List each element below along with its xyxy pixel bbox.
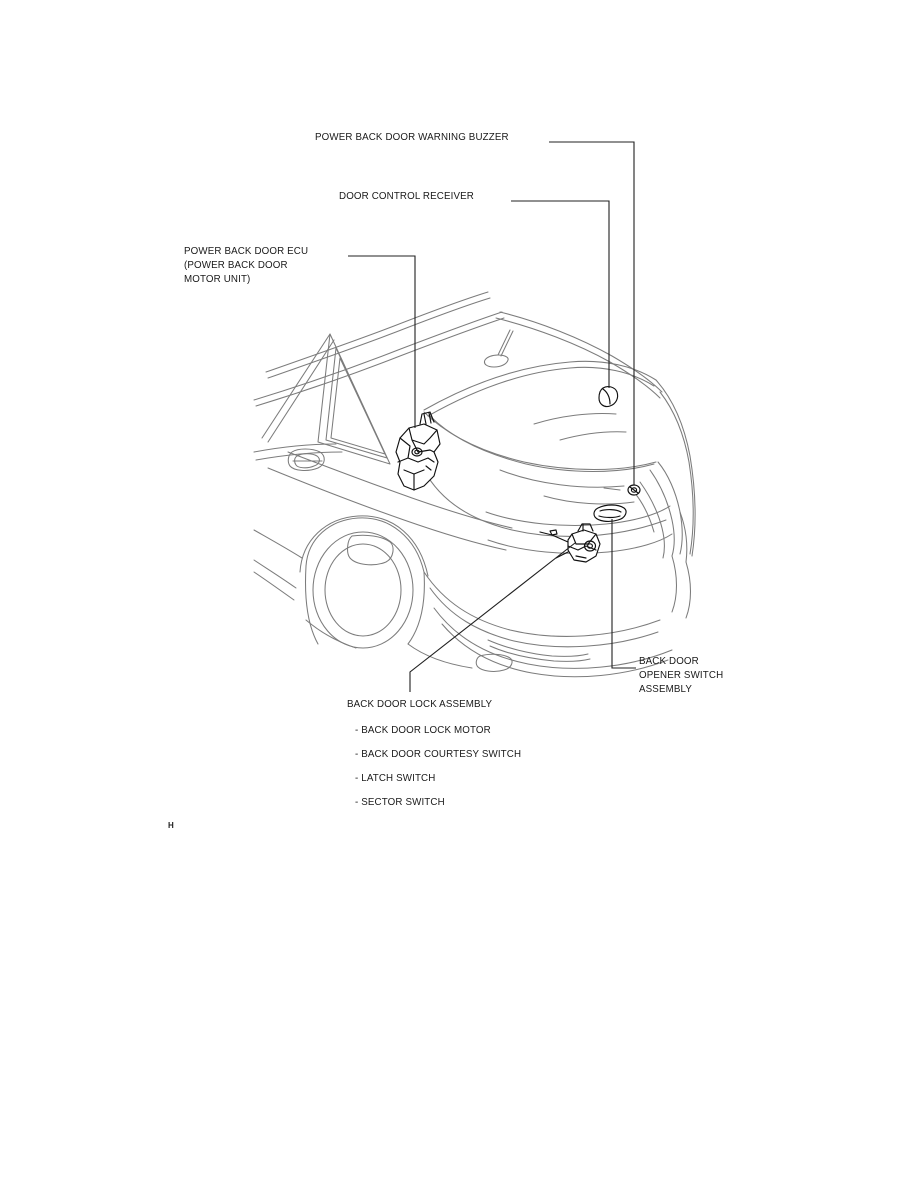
sublist-item-latch-switch: - LATCH SWITCH [355, 772, 436, 784]
callout-back-door-lock-assembly: BACK DOOR LOCK ASSEMBLY [347, 698, 493, 710]
callout-back-door-opener-switch-line-3: ASSEMBLY [639, 683, 693, 695]
sublist-item-back-door-lock-motor: - BACK DOOR LOCK MOTOR [355, 724, 491, 736]
callout-back-door-opener-switch-line-2: OPENER SWITCH [639, 669, 724, 681]
roof-antenna-base [484, 355, 508, 367]
body-shoulder-crease [268, 468, 506, 550]
callout-power-back-door-warning-buzzer: POWER BACK DOOR WARNING BUZZER [315, 131, 509, 143]
exhaust-tip [476, 654, 512, 671]
back-door-opener-switch-part [594, 505, 626, 521]
backdoor-right-edge-2 [660, 392, 693, 554]
rocker-line-2 [254, 560, 296, 588]
leader-back-door-lock-assembly [410, 543, 575, 692]
rear-glass-top-2 [428, 367, 654, 416]
page-mark: H [168, 821, 174, 830]
tail-lamp-inner [634, 492, 654, 532]
wheel-arch-lower-l [306, 566, 319, 644]
spoiler-top-2 [496, 318, 660, 398]
vehicle-illustration [254, 292, 695, 677]
roof-edge-4 [268, 298, 490, 378]
leader-lines [348, 142, 636, 692]
shade-stroke-2 [560, 432, 626, 440]
callout-door-control-receiver: DOOR CONTROL RECEIVER [339, 190, 474, 202]
bumper-edge-1 [424, 572, 660, 636]
backdoor-seam-1 [500, 470, 624, 487]
power-back-door-warning-buzzer-part [628, 485, 640, 495]
wheel-arch-outer [306, 518, 424, 572]
bumper-left-corner [408, 644, 472, 668]
callout-power-back-door-ecu-line-2: (POWER BACK DOOR [184, 259, 288, 271]
roof-edge-3 [266, 292, 488, 372]
roof-edge-1 [254, 312, 502, 400]
leader-door-control-receiver [511, 201, 609, 388]
emblem-hint [604, 488, 620, 490]
callout-power-back-door-ecu-line-1: POWER BACK DOOR ECU [184, 245, 309, 257]
leader-back-door-opener-switch [612, 519, 636, 668]
rear-glass-bottom-2 [430, 416, 654, 472]
power-back-door-motor-unit [396, 412, 440, 490]
rear-wheel-rim [325, 544, 401, 636]
rear-corner-right [672, 556, 677, 612]
door-control-receiver-part [599, 387, 618, 407]
license-recess-top [486, 506, 670, 526]
rear-glass-bottom [424, 412, 656, 470]
reflector-strip-2 [490, 646, 590, 661]
tail-lamp-right-3 [640, 482, 664, 558]
callout-power-back-door-ecu-line-3: MOTOR UNIT) [184, 273, 251, 285]
rear-corner-right-2 [686, 562, 691, 618]
sublist-item-sector-switch: - SECTOR SWITCH [355, 796, 445, 808]
back-door-lock-assembly-part [540, 524, 600, 562]
callout-back-door-opener-switch-line-1: BACK DOOR [639, 655, 699, 667]
leader-power-back-door-ecu [348, 256, 415, 428]
roof-antenna-stem2 [501, 331, 513, 356]
backdoor-seam-2 [544, 496, 634, 504]
roof-antenna [498, 330, 510, 355]
rocker-line-3 [254, 572, 294, 600]
shade-stroke-1 [534, 413, 616, 424]
sublist-item-back-door-courtesy-switch: - BACK DOOR COURTESY SWITCH [355, 748, 522, 760]
fuel-filler-door [348, 535, 394, 565]
backdoor-lower-edge [424, 470, 666, 536]
reflector-strip [488, 640, 588, 656]
rocker-line-1 [254, 530, 302, 558]
rear-tire [313, 532, 413, 648]
valance-2 [442, 624, 668, 677]
